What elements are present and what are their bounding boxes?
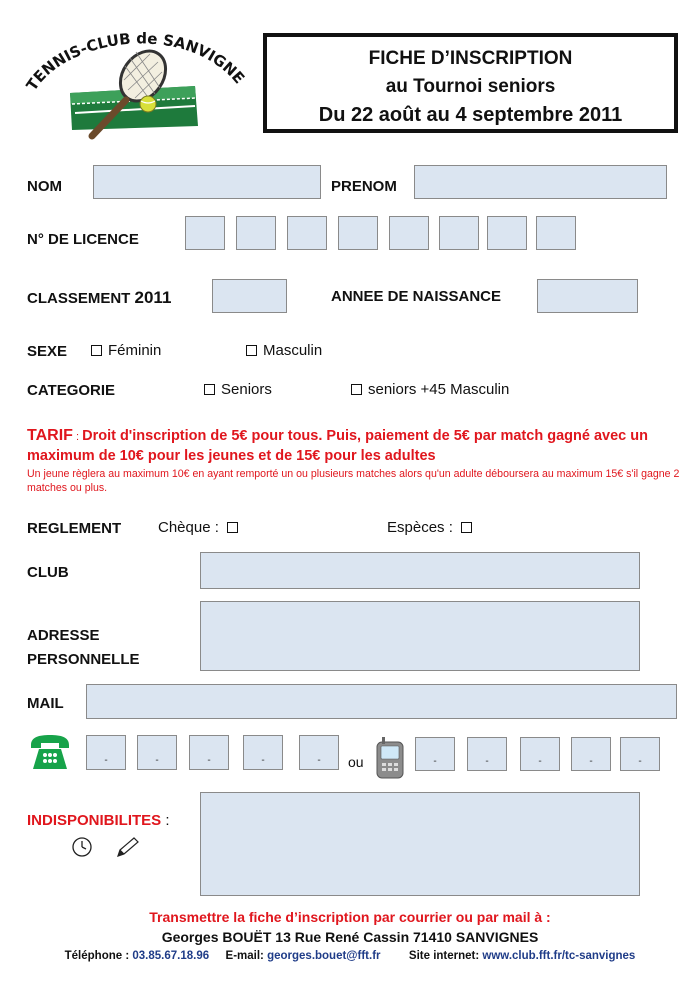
footer-email-link[interactable]: georges.bouet@fft.fr	[267, 950, 381, 962]
classement-input[interactable]	[212, 279, 287, 313]
indispo-text: INDISPONIBILITES	[27, 812, 162, 829]
footer-address: Georges BOUËT 13 Rue René Cassin 71410 SANVIGNES	[161, 929, 539, 945]
reglement-label: REGLEMENT	[27, 520, 122, 537]
nom-label: NOM	[27, 178, 62, 195]
title-line-2: au Tournoi seniors	[385, 76, 556, 97]
mobile-digit-input[interactable]: -	[620, 737, 660, 771]
classement-year: 2011	[134, 288, 172, 307]
mail-label: MAIL	[27, 695, 64, 712]
licence-digit-input[interactable]	[487, 216, 527, 250]
footer-phone-value: 03.85.67.18.96	[132, 950, 210, 962]
mail-input[interactable]	[86, 684, 677, 719]
club-label: CLUB	[27, 564, 69, 581]
landline-digit-input[interactable]: -	[299, 735, 339, 770]
indispo-label	[27, 812, 170, 829]
mobile-digit-input[interactable]: -	[415, 737, 455, 771]
mobile-phone-icon	[373, 736, 409, 780]
feminin-label: Féminin	[108, 342, 162, 359]
tarif-text: Droit d'inscription de 5€ pour tous. Puis, paiement de 5€ par match gagné avec un maximum de 10€ pour les jeunes et de 15€ pour les adultes	[27, 428, 648, 464]
mobile-digit-input[interactable]: -	[571, 737, 611, 771]
tennis-logo-icon	[20, 18, 250, 143]
mobile-digit-input[interactable]: -	[520, 737, 560, 771]
masculin-checkbox[interactable]	[246, 345, 257, 356]
landline-digit-input[interactable]: -	[189, 735, 229, 770]
footer-transmit: Transmettre la fiche d’inscription par courrier ou par mail à :	[149, 909, 551, 925]
classement-label	[27, 288, 171, 308]
categorie-seniors45-option[interactable]	[351, 381, 509, 398]
licence-digit-input[interactable]	[389, 216, 429, 250]
prenom-input[interactable]	[414, 165, 667, 199]
landline-digit-input[interactable]: -	[243, 735, 283, 770]
sexe-feminin-option[interactable]	[91, 342, 161, 359]
club-input[interactable]	[200, 552, 640, 589]
tarif-colon: :	[72, 431, 83, 443]
reglement-cheque-option[interactable]	[158, 519, 238, 536]
adresse-label-line-2: PERSONNELLE	[27, 651, 140, 668]
landline-digit-input[interactable]: -	[86, 735, 126, 770]
title-line-3: Du 22 août au 4 septembre 2011	[318, 104, 623, 126]
sexe-label: SEXE	[27, 343, 68, 360]
seniors45-label: seniors +45 Masculin	[368, 381, 510, 398]
logo-club-name: TENNIS-CLUB de SANVIGNE	[22, 29, 249, 94]
reglement-especes-option[interactable]	[387, 519, 472, 536]
form-title-box	[263, 33, 678, 133]
categorie-seniors-option[interactable]	[204, 381, 272, 398]
clock-icon	[71, 836, 93, 858]
landline-digit-input[interactable]: -	[137, 735, 177, 770]
telephone-icon	[29, 733, 71, 773]
seniors-label: Seniors	[221, 381, 272, 398]
tarif-detail: Un jeune règlera au maximum 10€ en ayant remporté un ou plusieurs matches alors qu'un adulte déboursera au maximum 15€ s'il gagne 2 matches ou plus.	[27, 468, 680, 494]
seniors-checkbox[interactable]	[204, 384, 215, 395]
especes-checkbox[interactable]	[461, 522, 472, 533]
footer-phone-label: Téléphone :	[64, 950, 133, 962]
footer-email-label: E-mail:	[225, 950, 268, 962]
categorie-label: CATEGORIE	[27, 382, 116, 399]
phone-separator: ou	[348, 754, 364, 770]
tarif-main	[27, 426, 677, 466]
licence-digit-input[interactable]	[536, 216, 576, 250]
licence-digit-input[interactable]	[185, 216, 225, 250]
naissance-input[interactable]	[537, 279, 638, 313]
pencil-icon	[115, 836, 141, 858]
footer-site-label: Site internet:	[408, 950, 483, 962]
licence-digit-input[interactable]	[439, 216, 479, 250]
adresse-input[interactable]	[200, 601, 640, 671]
adresse-label-line-1: ADRESSE	[27, 627, 100, 644]
naissance-label: ANNEE DE NAISSANCE	[331, 288, 502, 305]
seniors45-checkbox[interactable]	[351, 384, 362, 395]
masculin-label: Masculin	[263, 342, 323, 359]
indispo-colon: :	[165, 812, 170, 829]
footer-contact	[0, 950, 700, 962]
footer-site-link[interactable]: www.club.fft.fr/tc-sanvignes	[482, 950, 636, 962]
title-line-1: FICHE D’INSCRIPTION	[368, 48, 573, 69]
prenom-label: PRENOM	[331, 178, 397, 195]
licence-digit-input[interactable]	[338, 216, 378, 250]
especes-label: Espèces :	[387, 519, 453, 536]
adresse-label	[27, 624, 140, 672]
sexe-masculin-option[interactable]	[246, 342, 322, 359]
nom-input[interactable]	[93, 165, 321, 199]
club-logo	[20, 18, 250, 143]
licence-digit-input[interactable]	[287, 216, 327, 250]
indispo-input[interactable]	[200, 792, 640, 896]
mobile-digit-input[interactable]: -	[467, 737, 507, 771]
tarif-label: TARIF	[27, 427, 73, 444]
feminin-checkbox[interactable]	[91, 345, 102, 356]
cheque-label: Chèque :	[158, 519, 219, 536]
licence-digit-input[interactable]	[236, 216, 276, 250]
classement-text: CLASSEMENT	[27, 290, 131, 307]
cheque-checkbox[interactable]	[227, 522, 238, 533]
licence-label: N° DE LICENCE	[27, 231, 139, 248]
